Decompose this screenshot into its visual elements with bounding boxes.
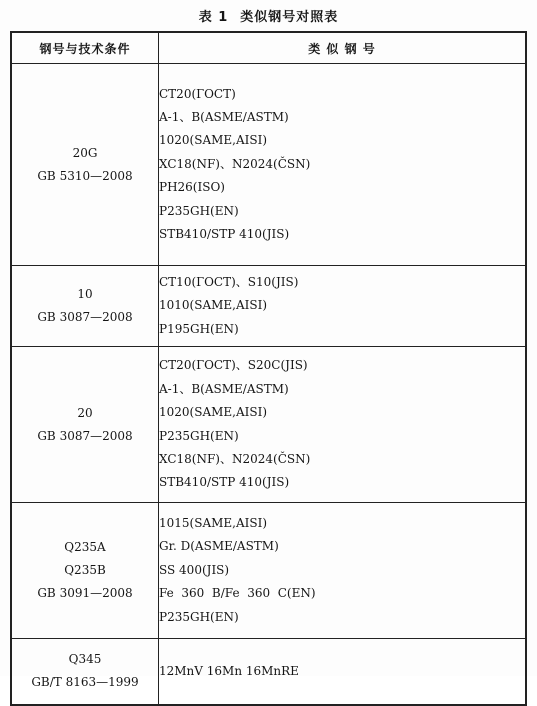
grade-condition-cell [11, 503, 159, 639]
table-row [11, 347, 526, 503]
equivalent-grade: CT20(ГОСТ) [159, 86, 236, 101]
equivalent-grade: A-1、B(ASME/ASTM) [159, 109, 289, 124]
similar-grades-cell [159, 503, 527, 639]
steel-grade-table [10, 31, 527, 706]
grade-name: 20G [72, 145, 98, 160]
equivalent-grade: XC18(NF)、N2024(ČSN) [159, 451, 311, 466]
equivalent-grade: 1010(SAME,AISI) [159, 298, 268, 313]
header-grade-conditions: 钢号与技术条件 [11, 32, 159, 64]
table-row [11, 639, 526, 705]
similar-grades-cell [159, 639, 527, 705]
table-header-row [11, 32, 526, 64]
equivalent-grade: CT20(ГОСТ)、S20C(JIS) [159, 358, 308, 373]
standard-code: GB/T 8163—1999 [31, 675, 139, 690]
equivalent-grade: P235GH(EN) [159, 609, 239, 624]
equivalent-grade: SS 400(JIS) [159, 562, 230, 577]
similar-grades-cell [159, 347, 527, 503]
table-title: 类似钢号对照表 [240, 10, 339, 25]
equivalent-grade: PH26(ISO) [159, 180, 225, 195]
equivalent-grade: Gr. D(ASME/ASTM) [159, 539, 279, 554]
standard-code: GB 3091—2008 [37, 586, 133, 600]
equivalent-grade: 12MnV 16Mn 16MnRE [159, 663, 299, 678]
grade-condition-cell [11, 347, 159, 503]
table-row [11, 503, 526, 639]
equivalent-grade: STB410/STP 410(JIS) [159, 227, 290, 242]
table-caption [0, 6, 537, 25]
equivalent-grade: P195GH(EN) [159, 321, 239, 336]
equivalent-grade: P235GH(EN) [159, 428, 239, 443]
grade-name: Q345 [68, 652, 102, 667]
equivalent-grade: 1020(SAME,AISI) [159, 133, 268, 148]
equivalent-grade: CT10(ГОСТ)、S10(JIS) [159, 274, 299, 289]
header-similar-grades: 类 似 钢 号 [159, 32, 527, 64]
table-row [11, 64, 526, 266]
grade-name: 10 [77, 287, 93, 301]
equivalent-grade: XC18(NF)、N2024(ČSN) [159, 156, 311, 171]
grade-condition-cell [11, 639, 159, 705]
standard-code: GB 5310—2008 [37, 168, 133, 183]
equivalent-grade: 1020(SAME,AISI) [159, 405, 268, 420]
grade-condition-cell [11, 64, 159, 266]
grade-name: Q235B [64, 563, 106, 577]
table-number: 表 1 [198, 10, 229, 25]
grade-name: Q235A [64, 540, 106, 554]
grade-name: 20 [77, 405, 93, 420]
standard-code: GB 3087—2008 [37, 428, 133, 443]
equivalent-grade: 1015(SAME,AISI) [159, 515, 268, 530]
equivalent-grade: P235GH(EN) [159, 203, 239, 218]
equivalent-grade: Fe 360 B/Fe 360 C(EN) [159, 586, 316, 601]
equivalent-grade: A-1、B(ASME/ASTM) [159, 381, 289, 396]
similar-grades-cell [159, 64, 527, 266]
equivalent-grade: STB410/STP 410(JIS) [159, 475, 290, 490]
standard-code: GB 3087—2008 [37, 310, 133, 324]
grade-condition-cell [11, 266, 159, 347]
table-row [11, 266, 526, 347]
similar-grades-cell [159, 266, 527, 347]
